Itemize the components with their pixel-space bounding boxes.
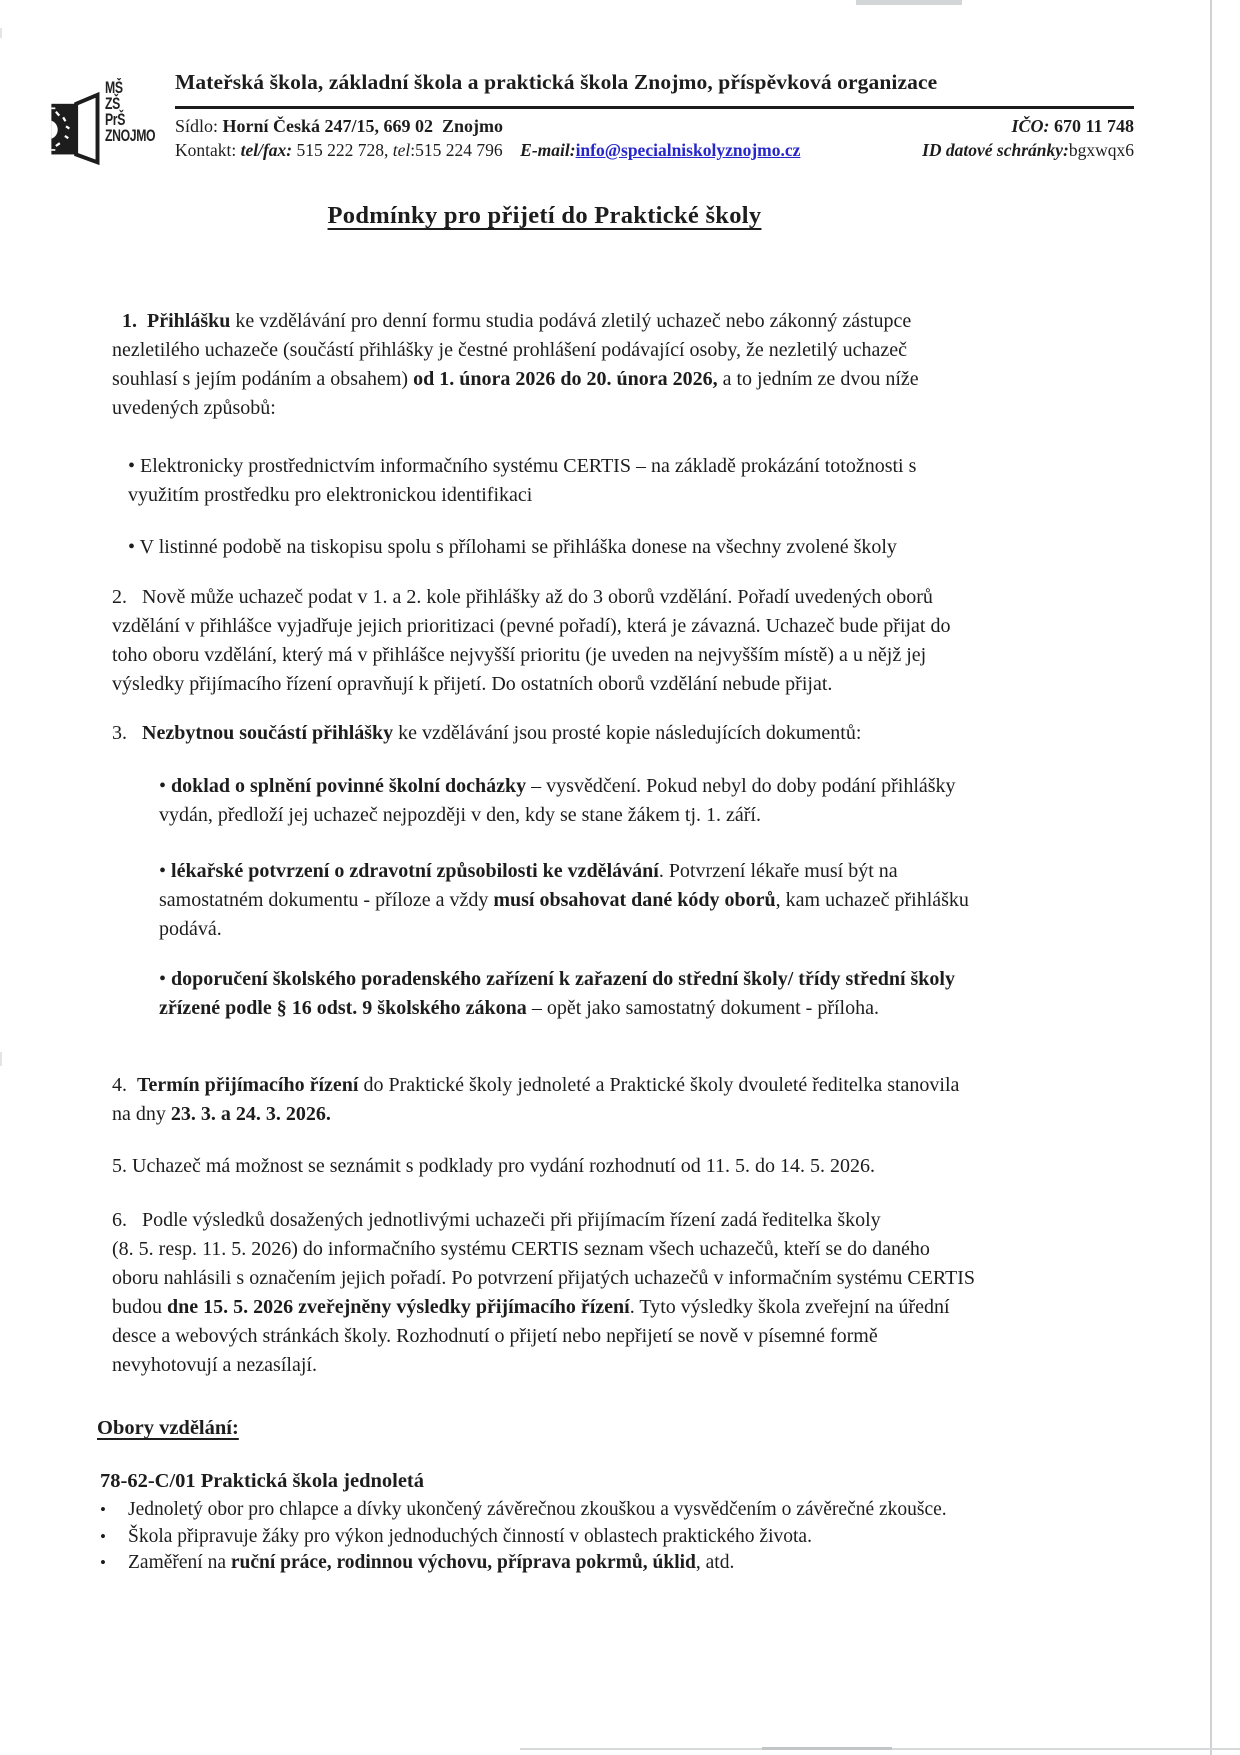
scan-artifact-right-edge: [1210, 0, 1212, 1755]
item-2-priority: 2. Nově může uchazeč podat v 1. a 2. kole přihlášky až do 3 oborů vzdělání. Pořadí uvedených oborů vzdělání v přihlášce vyjadřuje jejich prioritizaci (pevné pořadí), která je závazná. Uchazeč bude přijat do toho oboru vzdělání, který má v přihlášce nejvyšší prioritu (je uveden na nejvyšším místě) a u nějž jej výsledky přijímacího řízení opravňují k přijetí. Do ostatních oborů vzdělání nebude přijat.: [112, 586, 951, 695]
subbullet-counseling-recommendation: • doporučení školského poradenského zařízení k zařazení do střední školy/ třídy střední školy zřízené podle § 16 odst. 9 školského zákona – opět jako samostatný dokument - příloha.: [159, 968, 955, 1019]
bullet-icon: •: [100, 1553, 106, 1572]
document-title: Podmínky pro přijetí do Praktické školy: [327, 202, 762, 229]
school-logo: [48, 70, 175, 174]
scan-artifact-left: [0, 28, 2, 38]
course-bullet-text: Zaměření na ruční práce, rodinnou výchovu, příprava pokrmů, úklid, atd.: [128, 1552, 735, 1573]
course-bullet-item: [90, 1524, 1137, 1551]
scan-artifact-bottom-dark: [762, 1747, 892, 1750]
item-5-review-documents: 5. Uchazeč má možnost se seznámit s podklady pro vydání rozhodnutí od 11. 5. do 14. 5. 2026.: [112, 1155, 875, 1177]
email-link[interactable]: info@specialniskolyznojmo.cz: [575, 140, 801, 160]
course-bullet-text: Jednoletý obor pro chlapce a dívky ukončený závěrečnou zkouškou a vysvědčením o závěrečné zkoušce.: [128, 1499, 947, 1520]
subbullet-medical-certificate: • lékařské potvrzení o zdravotní způsobilosti ke vzdělávání. Potvrzení lékaře musí být na samostatném dokumentu - příloze a vždy musí obsahovat dané kódy oborů, kam uchazeč přihlášku podává.: [159, 860, 969, 940]
section-heading-fields-of-study: Obory vzdělání:: [97, 1417, 239, 1439]
item-6-results: 6. Podle výsledků dosažených jednotlivými uchazeči při přijímacím řízení zadá ředitelka školy (8. 5. resp. 11. 5. 2026) do informačního systému CERTIS seznam všech uchazečů, kteří se do daného oboru nahlásili s označením jejich pořadí. Po potvrzení přijatých uchazečů v informačním systému CERTIS budou dne 15. 5. 2026 zveřejněny výsledky přijímacího řízení. Tyto výsledky škola zveřejní na úřední desce a webových stránkách školy. Rozhodnutí o přijetí nebo nepřijetí se nově v písemné formě nevyhotovují a nezasílají.: [112, 1209, 976, 1376]
item-3-required-documents: 3. Nezbytnou součástí přihlášky ke vzdělávání jsou prosté kopie následujících dokumentů:: [112, 722, 862, 744]
bullet-paper-submission: • V listinné podobě na tiskopisu spolu s přílohami se přihláška donese na všechny zvolené školy: [128, 536, 897, 558]
course-bullet-item: [90, 1497, 1137, 1524]
scan-artifact-top: [856, 0, 962, 5]
letterhead: [48, 70, 1134, 174]
logo-line-zs: ZŠ: [105, 94, 121, 114]
contact-row: [175, 140, 1134, 161]
kontakt-line: Kontakt: tel/fax: 515 222 728, tel:515 224 796 E-mail:: [175, 140, 576, 160]
letterhead-right: [175, 70, 1134, 174]
organization-name: Mateřská škola, základní škola a praktická škola Znojmo, příspěvková organizace: [175, 70, 1134, 109]
bullet-electronic-submission: • Elektronicky prostřednictvím informačního systému CERTIS – na základě prokázání totožnosti s využitím prostředku pro elektronickou identifikaci: [128, 455, 917, 506]
scan-artifact-left2: [0, 1052, 2, 1066]
data-box-id: ID datové schránky:bgxwqx6: [922, 140, 1134, 160]
address-row: [175, 116, 1134, 137]
course-heading-78-62-C01: 78-62-C/01 Praktická škola jednoletá: [100, 1470, 424, 1492]
logo-text: [105, 80, 155, 145]
logo-line-ms: MŠ: [105, 78, 123, 97]
logo-line-znojmo: ZNOJMO: [105, 126, 156, 146]
item-4-exam-dates: 4. Termín přijímacího řízení do Praktické školy jednoleté a Praktické školy dvouleté ředitelka stanovila na dny 23. 3. a 24. 3. 2026.: [112, 1074, 960, 1125]
document-body: [97, 190, 1137, 1577]
bullet-icon: •: [100, 1500, 106, 1519]
logo-line-prs: PrŠ: [105, 110, 126, 130]
ico-line: IČO: 670 11 748: [1011, 116, 1134, 136]
bullet-icon: •: [100, 1526, 106, 1546]
open-door-sun-icon: [48, 82, 104, 174]
subbullet-school-attendance: • doklad o splnění povinné školní docházky – vysvědčení. Pokud nebyl do doby podání přihlášky vydán, předloží jej uchazeč nejpozději v den, kdy se stane žákem tj. 1. září.: [159, 775, 956, 826]
course-bullet-text: Škola připravuje žáky pro výkon jednoduchých činností v oblastech praktického života.: [128, 1525, 812, 1547]
sidlo-line: Sídlo: Horní Česká 247/15, 669 02 Znojmo: [175, 116, 504, 136]
course-bullet-list: [97, 1497, 1137, 1577]
scan-artifact-bottom: [520, 1748, 1240, 1750]
course-bullet-item: [90, 1550, 1137, 1577]
item-1-application: 1. Přihlášku ke vzdělávání pro denní formu studia podává zletilý uchazeč nebo zákonný zástupce nezletilého uchazeče (součástí přihlášky je čestné prohlášení podávající osoby, že nezletilý uchazeč souhlasí s jejím podáním a obsahem) od 1. února 2026 do 20. února 2026, a to jedním ze dvou níže uvedených způsobů:: [112, 310, 919, 419]
